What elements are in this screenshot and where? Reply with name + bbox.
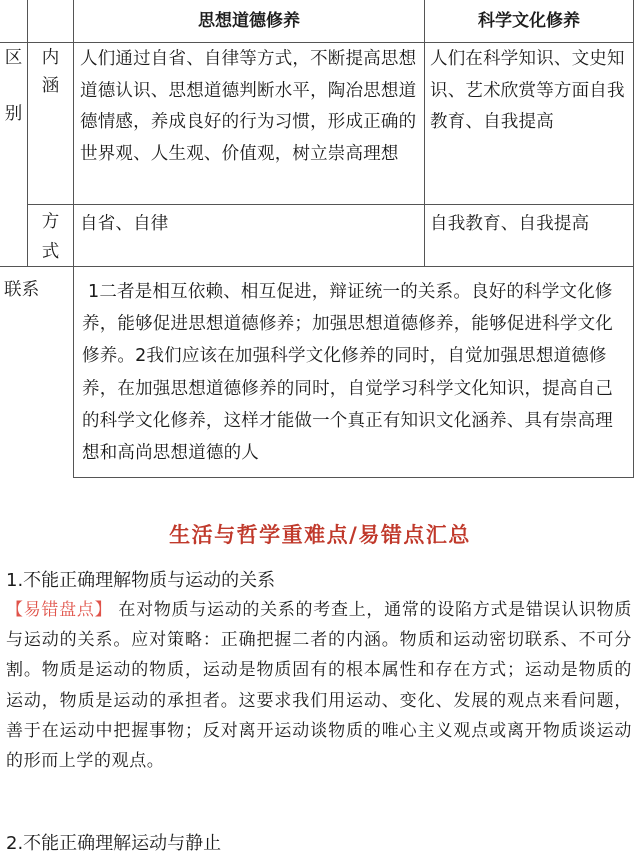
row-label-connection: 联系 [4,280,40,300]
sub-label-connotation: 内 涵 [41,48,60,96]
heading-motion-stillness: 2.不能正确理解运动与静止 [6,833,222,854]
paragraph-body: 在对物质与运动的关系的考查上，通常的设陷方式是错误认识物质与运动的关系。应对策略：正确把握二者的内涵。物质和运动密切联系、不可分割。物质是运动的物质，运动是物质固有的根本属性和存在方式；运动是物质的运动，物质是运动的承担者。这要求我们用运动、变化、发展的观点来看问题，善于在运动中把握事物；反对离开运动谈物质的唯心主义观点或离开物质谈运动的形而上学的观点。 [6,600,633,772]
table-rule [0,42,634,43]
table-rule [73,477,634,478]
row-label-distinction: 区 别 [4,48,23,124]
connection-text: 1二者是相互依赖、相互促进，辩证统一的关系。良好的科学文化修养，能够促进思想道德修养；加强思想道德修养，能够促进科学文化修养。2我们应该在加强科学文化修养的同时，自觉加强思想道德修养，在加强思想道德修养的同时，自觉学习科学文化知识，提高自己的科学文化修养，这样才能做一个真正有知识文化涵养、具有崇高理想和高尚思想道德的人 [82,282,613,464]
table-rule [27,204,634,205]
paragraph-material-motion [6,595,632,776]
section-title: 生活与哲学重难点/易错点汇总 [169,523,471,547]
header-scientific-cultivation: 科学文化修养 [478,11,580,31]
method-scientific: 自我教育、自我提高 [430,214,590,234]
connotation-scientific: 人们在科学知识、文史知识、艺术欣赏等方面自我教育、自我提高 [430,49,625,132]
header-moral-cultivation: 思想道德修养 [198,11,300,31]
method-moral: 自省、自律 [80,214,169,234]
table-rule [0,266,634,267]
table-rule [633,0,634,478]
heading-material-motion: 1.不能正确理解物质与运动的关系 [6,570,276,591]
sub-label-method: 方 式 [41,212,60,262]
connotation-moral: 人们通过自省、自律等方式，不断提高思想道德认识、思想道德判断水平，陶冶思想道德情感，养成良好的行为习惯，形成正确的世界观、人生观、价值观，树立崇高理想 [80,49,417,164]
error-checklist-tag: 【易错盘点】 [6,600,113,620]
table-rule [73,0,74,478]
